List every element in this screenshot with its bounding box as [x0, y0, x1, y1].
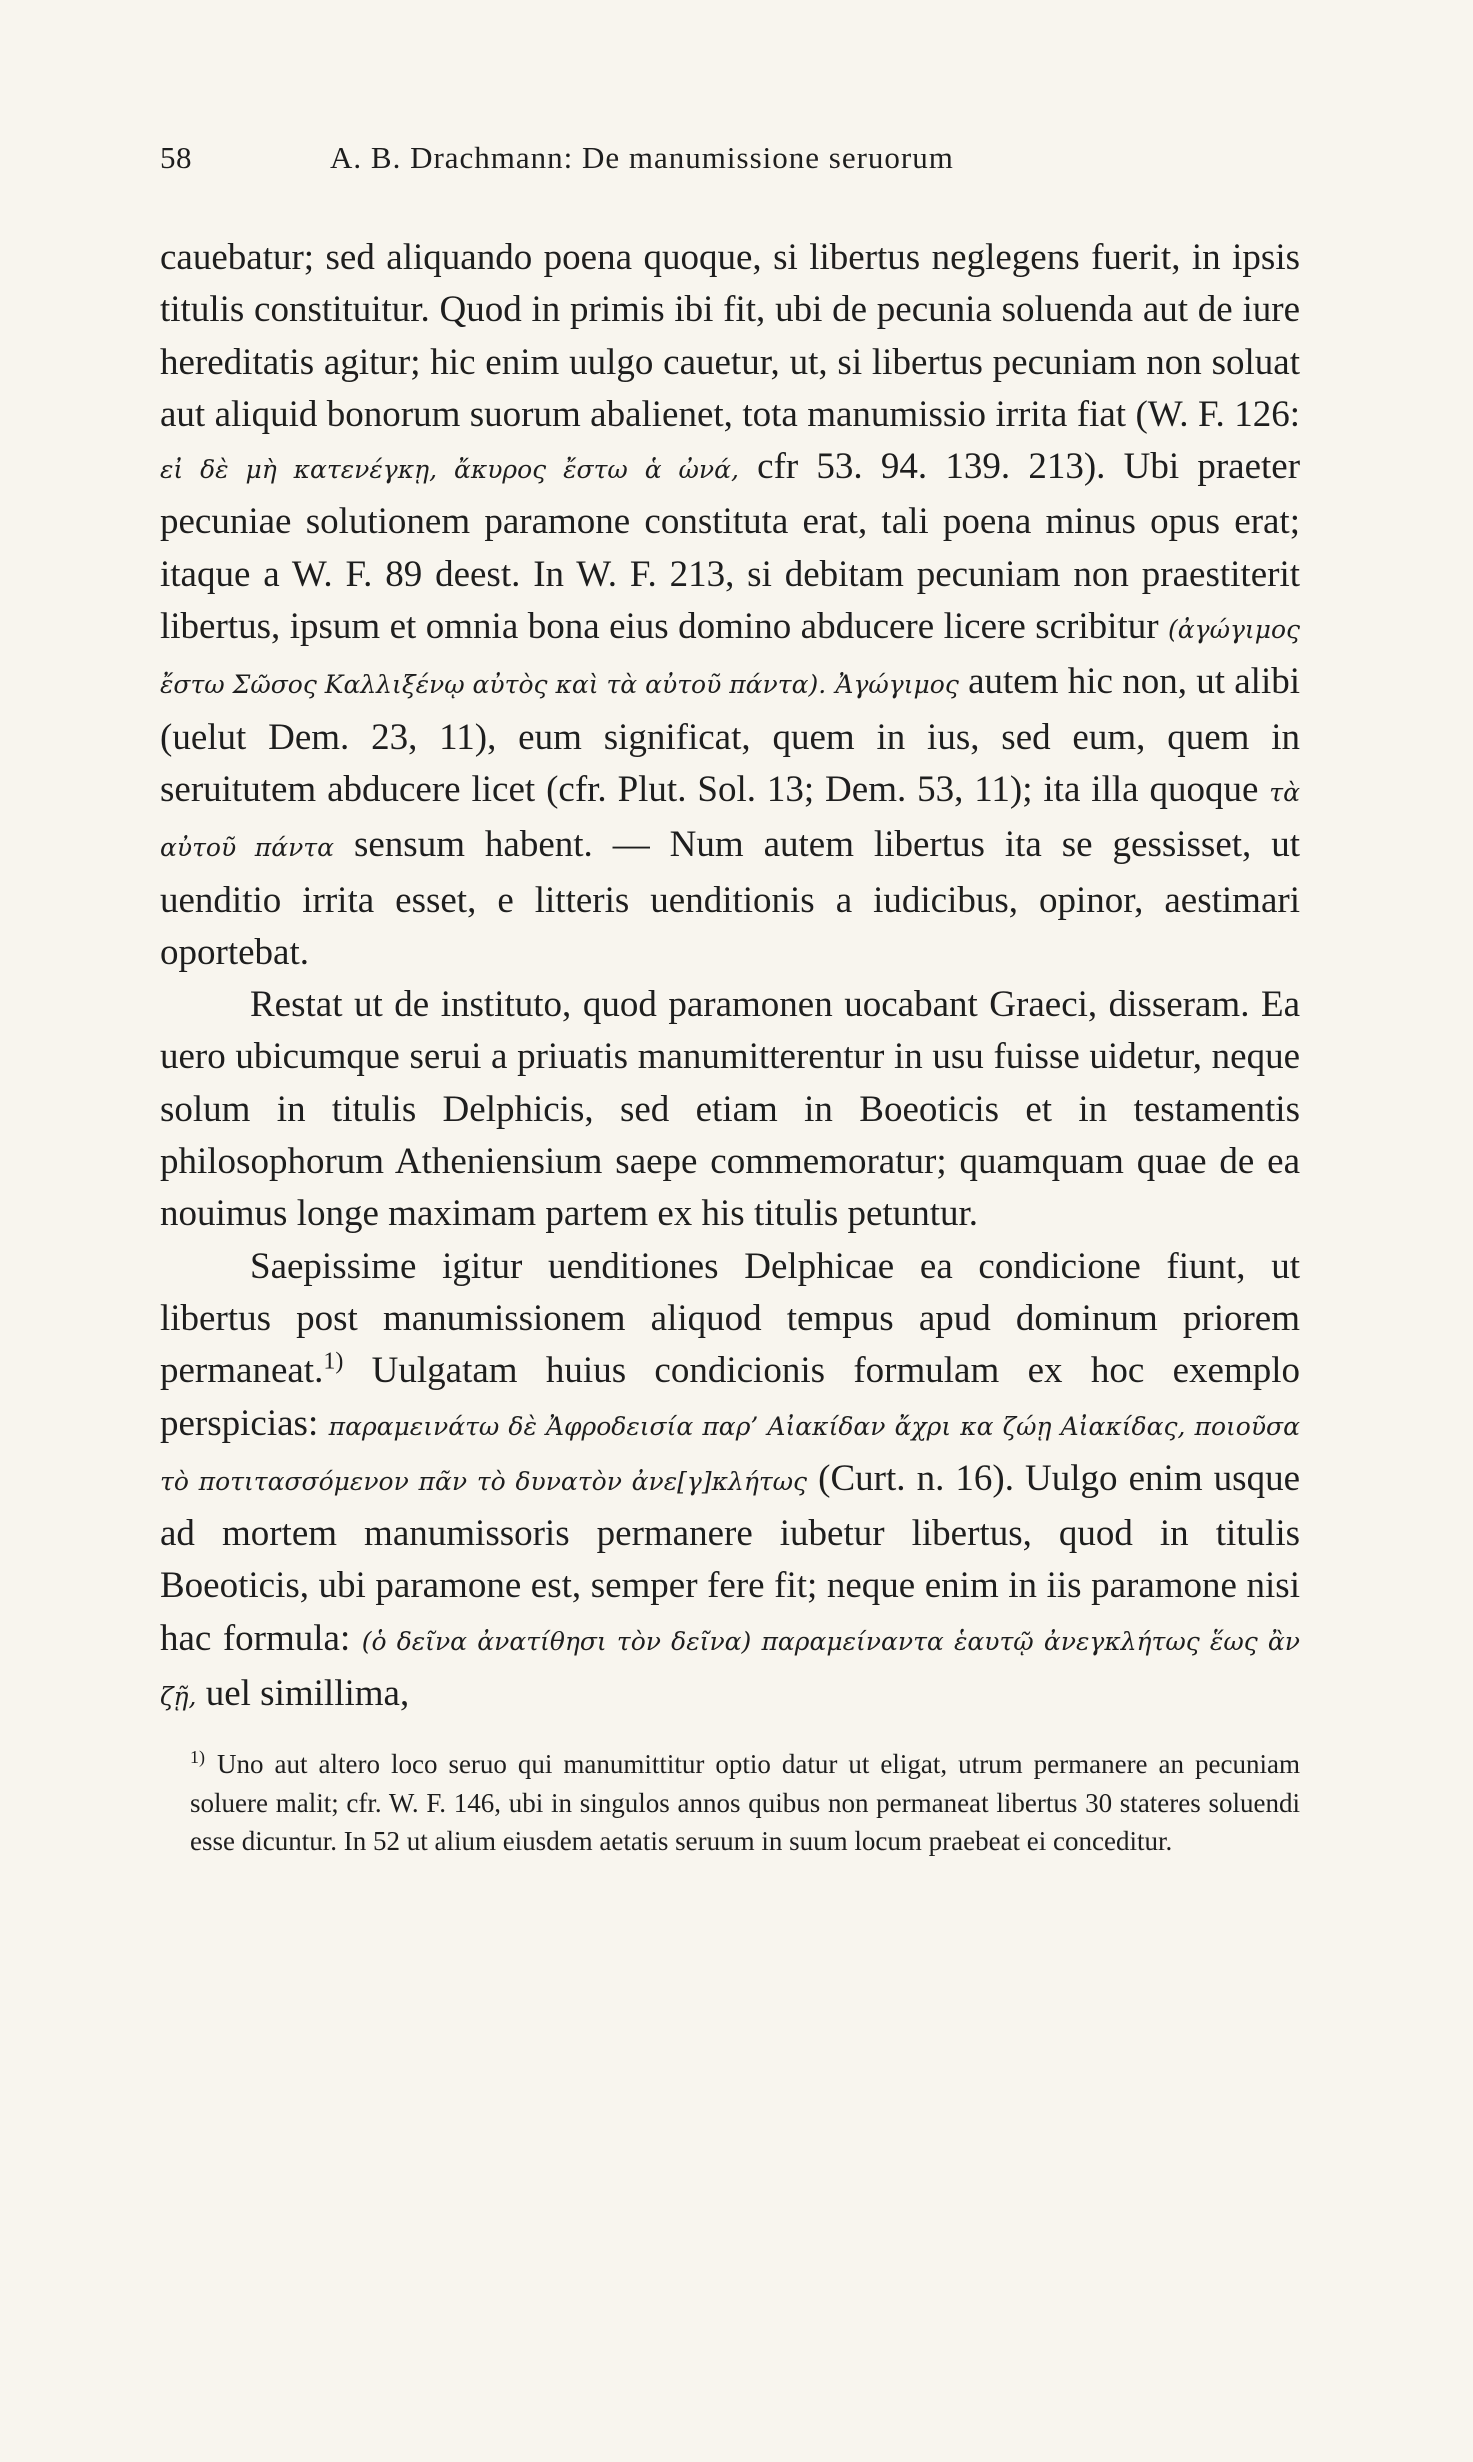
running-head: [160, 140, 1300, 180]
page-number: 58: [160, 140, 192, 175]
paragraph-1-text-2: cfr 53. 94. 139. 213). Ubi praeter pecuniae solutionem paramone constituta erat, tali poena minus opus erat; itaque a W. F. 89 deest. In W. F. 213, si debitam pecuniam non praestiterit libertus, ipsum et omnia bona eius domino abducere licere scribitur: [160, 446, 1301, 648]
greek-quote-1: εἰ δὲ μὴ κατενέγκῃ, ἄκυρος ἔστω ἁ ὠνά,: [160, 455, 739, 485]
footnote-mark: 1): [190, 1747, 205, 1768]
paragraph-1-text-4: sensum habent. — Num autem libertus ita se gessisset, ut uenditio irrita esset, e litteris uenditionis a iudicibus, opinor, aestimari oportebat.: [160, 824, 1300, 973]
footnote: [190, 1745, 1300, 1861]
greek-quote-3: τὰ αὐτοῦ πάντα: [160, 777, 1300, 863]
greek-quote-2: (ἀγώγιμος ἔστω Σῶσος Καλλιξένῳ αὐτὸς καὶ τὰ αὐτοῦ πάντα).: [160, 615, 1301, 700]
footnote-reference: 1): [323, 1348, 344, 1375]
paragraph-3-text-1: Saepissime igitur uenditiones Delphicae ea condicione fiunt, ut libertus post manumissionem aliquod tempus apud dominum priorem permaneat.: [160, 1245, 1300, 1392]
footnote-text: Uno aut altero loco seruo qui manumittitur optio datur ut eligat, utrum permanere an pecuniam soluere malit; cfr. W. F. 146, ubi in singulos annos quibus non permaneat libertus 30 stateres soluendi esse dicuntur. In 52 ut alium eiusdem aetatis seruum in suum locum praebeat ei conceditur.: [190, 1749, 1300, 1857]
body-text: [160, 232, 1300, 1723]
greek-formula-2: (ὁ δεῖνα ἀνατίθησι τὸν δεῖνα) παραμείναντα ἑαυτῷ ἀνεγκλήτως ἕως ἂν ζῇ,: [160, 1626, 1300, 1712]
paragraph-3: [160, 1241, 1300, 1724]
paragraph-3-text-3: (Curt. n. 16). Uulgo enim usque ad mortem manumissoris permanere iubetur libertus, quod in titulis Boeoticis, ubi paramone est, semper fere fit; neque enim in iis paramone nisi hac formula:: [160, 1457, 1300, 1659]
paragraph-3-text-2: Uulgatam huius condicionis formulam ex hoc exemplo perspicias:: [160, 1350, 1301, 1444]
paragraph-1: [160, 232, 1300, 979]
paragraph-3-text-4: uel simillima,: [205, 1673, 410, 1715]
paragraph-1-text-3: autem hic non, ut alibi (uelut Dem. 23, 11), eum significat, quem in ius, sed eum, quem in seruitutem abducere licet (cfr. Plut. Sol. 13; Dem. 53, 11); ita illa quoque: [160, 661, 1301, 810]
page: [160, 140, 1300, 1861]
greek-formula-1: παραμεινάτω δὲ Ἀφροδεισία παρ’ Αἰακίδαν ἄχρι κα ζώῃ Αἰακίδας, ποιοῦσα τὸ ποτιτασσόμενον πᾶν τὸ δυνατὸν ἀνε[γ]κλήτως: [160, 1411, 1301, 1496]
paragraph-2: Restat ut de instituto, quod paramonen uocabant Graeci, disseram. Ea uero ubicumque serui a priuatis manumitterentur in usu fuisse uidetur, neque solum in titulis Delphicis, sed etiam in Boeoticis et in testamentis philosophorum Atheniensium saepe commemoratur; quamquam quae de ea nouimus longe maximam partem ex his titulis petuntur.: [160, 984, 1300, 1235]
running-title: A. B. Drachmann: De manumissione seruorum: [330, 140, 954, 175]
paragraph-1-text-1: cauebatur; sed aliquando poena quoque, si libertus neglegens fuerit, in ipsis titulis constituitur. Quod in primis ibi fit, ubi de pecunia soluenda aut de iure hereditatis agitur; hic enim uulgo cauetur, ut, si libertus pecuniam non soluat aut aliquid bonorum suorum abalienet, tota manumissio irrita fiat (W. F. 126:: [160, 237, 1300, 435]
greek-term: Ἀγώγιμος: [835, 670, 959, 700]
